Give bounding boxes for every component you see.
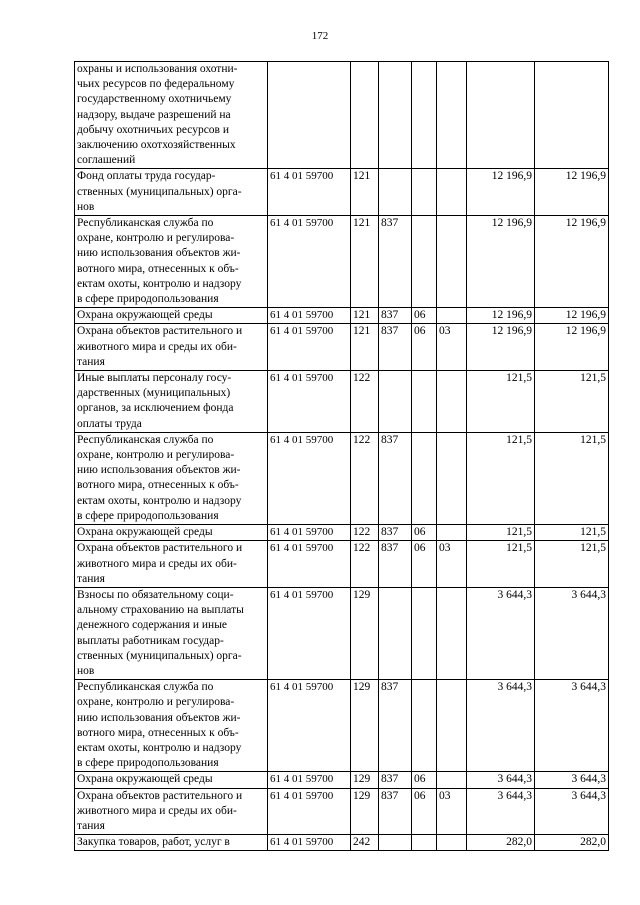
cell-amount-1: 12 196,9 [467,216,535,308]
cell-amount-1: 12 196,9 [467,324,535,371]
name-line: нов [77,200,95,213]
cell-amount-2: 12 196,9 [535,216,609,308]
name-line: нов [77,664,95,677]
name-line: охране, контролю и регулирова- [77,232,235,245]
cell-amount-2 [535,62,609,169]
cell-expense-type [351,62,379,169]
table-row [75,216,609,308]
name-line: Охрана объектов растительного и [77,325,243,338]
cell-target-article: 61 4 01 59700 [268,371,351,433]
name-line: тания [77,572,105,585]
cell-department-code [379,835,412,851]
cell-section: 06 [412,308,437,324]
name-line: Охрана объектов растительного и [77,542,243,555]
cell-name [75,371,268,433]
cell-target-article: 61 4 01 59700 [268,835,351,851]
cell-section: 06 [412,772,437,788]
name-line: Взносы по обязательному соци- [77,588,234,601]
cell-target-article: 61 4 01 59700 [268,324,351,371]
cell-name [75,308,268,324]
cell-amount-2: 12 196,9 [535,308,609,324]
cell-department-code: 837 [379,772,412,788]
cell-amount-1: 3 644,3 [467,788,535,835]
table-row [75,308,609,324]
cell-amount-2: 3 644,3 [535,788,609,835]
page-number: 172 [311,30,329,42]
table-row [75,541,609,588]
table-row [75,324,609,371]
cell-section [412,587,437,679]
cell-subsection: 03 [437,788,467,835]
cell-department-code: 837 [379,432,412,524]
cell-expense-type: 129 [351,772,379,788]
cell-section: 06 [412,788,437,835]
cell-department-code: 837 [379,525,412,541]
name-line: вотного мира, отнесенных к объ- [77,262,239,275]
cell-subsection [437,587,467,679]
name-line: тания [77,355,105,368]
cell-subsection [437,772,467,788]
cell-amount-2: 121,5 [535,525,609,541]
cell-department-code [379,587,412,679]
cell-department-code: 837 [379,216,412,308]
cell-expense-type: 121 [351,324,379,371]
name-line: Республиканская служба по [77,681,214,694]
cell-department-code: 837 [379,788,412,835]
cell-target-article [268,62,351,169]
name-line: охраны и использования охотни- [77,63,238,75]
name-line: Охрана окружающей среды [77,773,213,786]
name-line: в сфере природопользования [77,293,219,306]
cell-amount-2: 3 644,3 [535,680,609,772]
name-line: добычу охотничьих ресурсов и [77,123,230,136]
cell-amount-1: 3 644,3 [467,772,535,788]
table-body [75,62,609,851]
name-line: Фонд оплаты труда государ- [77,170,216,183]
cell-amount-2: 121,5 [535,541,609,588]
name-line: выплаты работникам государ- [77,634,224,647]
cell-subsection [437,525,467,541]
name-line: нию использования объектов жи- [77,711,241,724]
table-row [75,772,609,788]
cell-department-code: 837 [379,541,412,588]
table-row [75,587,609,679]
cell-expense-type: 129 [351,788,379,835]
name-line: оплаты труда [77,417,142,430]
name-line: ектам охоты, контролю и надзору [77,741,242,754]
table-row [75,680,609,772]
cell-section [412,680,437,772]
cell-target-article: 61 4 01 59700 [268,772,351,788]
cell-department-code: 837 [379,324,412,371]
cell-amount-1: 3 644,3 [467,680,535,772]
cell-section [412,371,437,433]
cell-subsection [437,371,467,433]
name-line: Республиканская служба по [77,217,214,230]
name-line: животного мира и среды их оби- [77,340,237,353]
name-line: ектам охоты, контролю и надзору [77,277,242,290]
cell-expense-type: 129 [351,587,379,679]
name-line: ственных (муниципальных) орга- [77,649,242,662]
cell-expense-type: 121 [351,169,379,216]
cell-target-article: 61 4 01 59700 [268,525,351,541]
name-line: соглашений [77,154,136,167]
name-line: охране, контролю и регулирова- [77,696,235,709]
name-line: животного мира и среды их оби- [77,557,237,570]
cell-amount-2: 121,5 [535,371,609,433]
cell-section: 06 [412,525,437,541]
cell-amount-1: 121,5 [467,432,535,524]
cell-amount-1 [467,62,535,169]
cell-name [75,216,268,308]
cell-target-article: 61 4 01 59700 [268,788,351,835]
cell-department-code [379,169,412,216]
cell-target-article: 61 4 01 59700 [268,680,351,772]
cell-subsection [437,835,467,851]
cell-target-article: 61 4 01 59700 [268,432,351,524]
table-row [75,788,609,835]
cell-amount-2: 3 644,3 [535,772,609,788]
cell-amount-1: 12 196,9 [467,308,535,324]
name-line: чьих ресурсов по федеральному [77,78,235,91]
name-line: Охрана окружающей среды [77,309,213,322]
cell-target-article: 61 4 01 59700 [268,541,351,588]
name-line: Охрана объектов растительного и [77,789,243,802]
name-line: в сфере природопользования [77,509,219,522]
table-row [75,432,609,524]
cell-subsection: 03 [437,324,467,371]
table-row [75,62,609,169]
table-row [75,371,609,433]
cell-section [412,216,437,308]
cell-subsection [437,432,467,524]
name-line: Охрана окружающей среды [77,526,213,539]
cell-name [75,587,268,679]
cell-name [75,772,268,788]
cell-section: 06 [412,324,437,371]
cell-expense-type: 122 [351,525,379,541]
name-line: охране, контролю и регулирова- [77,449,235,462]
name-line: государственному охотничьему [77,93,232,106]
cell-subsection [437,308,467,324]
cell-section [412,62,437,169]
cell-amount-1: 12 196,9 [467,169,535,216]
cell-expense-type: 242 [351,835,379,851]
name-line: Закупка товаров, работ, услуг в [77,836,230,849]
name-line: заключению охотхозяйственных [77,139,236,152]
name-line: вотного мира, отнесенных к объ- [77,479,239,492]
cell-department-code: 837 [379,680,412,772]
cell-department-code: 837 [379,308,412,324]
cell-amount-1: 121,5 [467,525,535,541]
name-line: Иные выплаты персоналу госу- [77,372,232,385]
table-row [75,835,609,851]
cell-amount-1: 121,5 [467,541,535,588]
name-line: тания [77,819,105,832]
cell-expense-type: 121 [351,216,379,308]
cell-amount-1: 282,0 [467,835,535,851]
name-line: ственных (муниципальных) орга- [77,185,242,198]
cell-name [75,835,268,851]
name-line: нию использования объектов жи- [77,247,241,260]
cell-name [75,324,268,371]
cell-name [75,541,268,588]
name-line: животного мира и среды их оби- [77,804,237,817]
name-line: ектам охоты, контролю и надзору [77,494,242,507]
cell-subsection: 03 [437,541,467,588]
cell-target-article: 61 4 01 59700 [268,169,351,216]
cell-name [75,788,268,835]
table-row [75,525,609,541]
cell-expense-type: 129 [351,680,379,772]
cell-section [412,169,437,216]
cell-subsection [437,62,467,169]
name-line: дарственных (муниципальных) [77,387,231,400]
cell-section [412,432,437,524]
name-line: вотного мира, отнесенных к объ- [77,726,239,739]
cell-department-code [379,62,412,169]
cell-expense-type: 122 [351,432,379,524]
cell-expense-type: 121 [351,308,379,324]
cell-amount-2: 121,5 [535,432,609,524]
cell-amount-1: 3 644,3 [467,587,535,679]
cell-expense-type: 122 [351,371,379,433]
name-line: нию использования объектов жи- [77,464,241,477]
name-line: надзору, выдаче разрешений на [77,108,231,121]
cell-section: 06 [412,541,437,588]
name-line: альному страхованию на выплаты [77,604,244,617]
cell-target-article: 61 4 01 59700 [268,216,351,308]
budget-table [74,61,609,851]
cell-expense-type: 122 [351,541,379,588]
cell-name [75,680,268,772]
cell-target-article: 61 4 01 59700 [268,587,351,679]
cell-amount-2: 12 196,9 [535,324,609,371]
name-line: органов, за исключением фонда [77,402,234,415]
table-row [75,169,609,216]
cell-department-code [379,371,412,433]
cell-target-article: 61 4 01 59700 [268,308,351,324]
cell-amount-2: 3 644,3 [535,587,609,679]
cell-name [75,62,268,169]
name-line: в сфере природопользования [77,757,219,770]
cell-name [75,525,268,541]
cell-amount-2: 12 196,9 [535,169,609,216]
cell-amount-1: 121,5 [467,371,535,433]
cell-name [75,432,268,524]
cell-name [75,169,268,216]
cell-subsection [437,169,467,216]
name-line: денежного содержания и иные [77,619,228,632]
cell-subsection [437,680,467,772]
cell-subsection [437,216,467,308]
cell-section [412,835,437,851]
cell-amount-2: 282,0 [535,835,609,851]
name-line: Республиканская служба по [77,433,214,446]
